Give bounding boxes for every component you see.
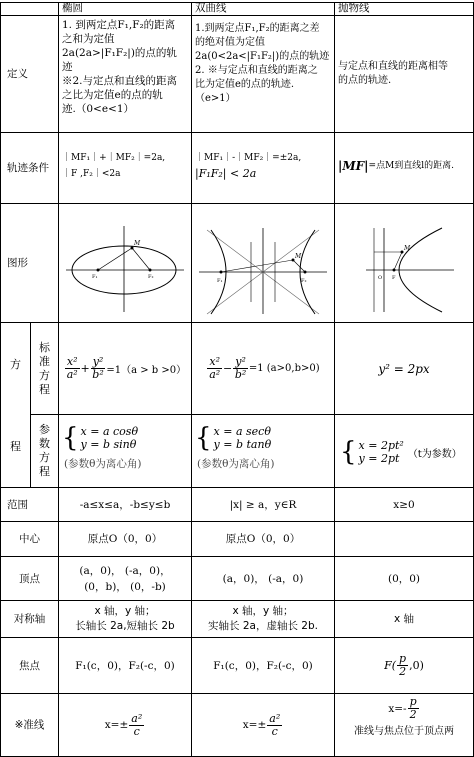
label-m: M [134, 240, 141, 247]
definition-hyperbola [195, 22, 333, 130]
hyperbola-figure [197, 222, 329, 318]
text-line: (0，b)， (0，-b) [84, 580, 166, 593]
text-line: 迹.（0<e<1） [62, 103, 135, 115]
directrix-note: 准线与焦点位于顶点两 [354, 726, 454, 737]
text-line: x 轴，y 轴； [94, 605, 156, 617]
frac-num: a² [131, 711, 143, 725]
text-line: y = b tanθ [213, 438, 272, 451]
text-line: 2a(0<2a<|F₁F₂|)的点的轨迹 [195, 51, 330, 62]
label-f1: F₁ [92, 274, 98, 280]
label-definition: 定义 [7, 68, 28, 80]
eq-tail: =1（a > b >0） [106, 365, 187, 376]
text-line: （e>1） [195, 93, 236, 104]
ellipse-figure [62, 220, 188, 316]
text-vertical: 标准方程 [39, 340, 50, 396]
axis-hyperbola [192, 601, 334, 637]
text-line: 之比为定值e的点的轨 [62, 89, 163, 101]
label-f2: F₂ [148, 274, 154, 280]
text-line: y = 2pt [358, 452, 400, 465]
text-line: 的绝对值为定值 [195, 37, 265, 48]
text-line: =点M到直线l的距离. [368, 161, 455, 171]
label-f2: F₂ [301, 278, 307, 284]
text-line: (a，0)， (-a，0)， [79, 564, 171, 577]
label-center: 中心 [19, 533, 40, 545]
eq-tail: =1 (a>0,b>0) [248, 363, 320, 374]
param-note: （t为参数） [407, 448, 462, 460]
label-figure: 图形 [7, 257, 28, 269]
label-equation [1, 323, 30, 487]
directrix-parabola [335, 696, 473, 756]
text-part: x=± [104, 719, 129, 731]
directrix-hyperbola [192, 694, 334, 756]
label-range: 范围 [7, 498, 28, 511]
frac-num: p [399, 652, 407, 665]
label-o: O [378, 275, 383, 281]
label-trajectory: 轨迹条件 [7, 162, 49, 174]
text-line: 1.到两定点F₁,F₂的距离之差 [195, 23, 320, 34]
text-line: 迹 [62, 61, 73, 73]
label-standard-equation [31, 323, 58, 414]
text-line: 2a(2a>|F₁F₂|)的点的轨 [62, 47, 177, 59]
text-line: 实轴长 2a，虚轴长 2b. [208, 620, 318, 632]
parabola-figure [362, 224, 458, 316]
parametric-ellipse: { x = a cosθ y = b sinθ [62, 425, 139, 453]
text-line: 长轴长 2a,短轴长 2b [75, 620, 175, 632]
frac-den: c [133, 724, 140, 738]
frac-num: p [409, 696, 417, 708]
definition-parabola [338, 60, 472, 100]
text-part: x=- [388, 702, 407, 715]
text-line: 的点的轨迹. [338, 75, 392, 86]
text-char: 方 [10, 358, 21, 371]
text-line: ｜MF₁｜+｜MF₂｜=2a, [62, 153, 166, 163]
parametric-hyperbola: { x = a secθ y = b tanθ [195, 425, 272, 453]
vertex-hyperbola: (a，0)， (-a，0) [222, 572, 304, 585]
range-parabola: x≥0 [393, 498, 415, 511]
definition-ellipse [62, 18, 190, 130]
range-hyperbola: |x| ≥ a，y∈R [229, 498, 297, 511]
text-line: ｜F ,F₂｜<2a [62, 169, 121, 179]
text-part: ,0) [409, 659, 424, 672]
frac-den: 2 [399, 665, 407, 678]
label-f: F [392, 275, 396, 281]
focus-hyperbola: F₁(c，0)，F₂(-c，0) [213, 659, 313, 672]
label-focus: 焦点 [19, 659, 40, 672]
label-vertex: 顶点 [19, 572, 40, 585]
label-axis: 对称轴 [13, 613, 46, 625]
text-line: x = 2pt² [358, 439, 404, 452]
text-line: 之和为定值 [62, 33, 115, 45]
text-line: y = b sinθ [80, 438, 137, 451]
label-m: M [404, 245, 411, 252]
label-f1: F₁ [217, 278, 223, 284]
standard-parabola: y² = 2px [378, 361, 430, 376]
text-line: 与定点和直线的距离相等 [338, 61, 448, 72]
header-hyperbola: 双曲线 [195, 2, 227, 14]
text-line: 1. 到两定点F₁,F₂的距离 [62, 19, 176, 31]
trajectory-ellipse [62, 150, 190, 190]
text-line: ｜MF₁｜-｜MF₂｜=±2a, [195, 153, 302, 163]
standard-ellipse: $\frac{\text{x²}}{\text{a²}}$ + $\frac{\text{y²}}{\text{b²}}$ =1（a > b >0） [66, 355, 187, 381]
text-line: |F₁F₂| < 2a [195, 167, 257, 180]
frac-num: a² [269, 711, 281, 725]
trajectory-parabola [338, 158, 472, 174]
text-line: x = a cosθ [80, 425, 139, 438]
standard-hyperbola: $\frac{\text{x²}}{\text{a²}}$ − $\frac{\text{y²}}{\text{b²}}$ =1 (a>0,b>0) [209, 355, 320, 381]
parametric-hyperbola-note: (参数θ为离心角) [197, 458, 275, 470]
focus-ellipse: F₁(c，0)，F₂(-c，0) [75, 659, 175, 672]
text-vertical: 参数方程 [39, 423, 50, 478]
text-line: x = a secθ [213, 425, 271, 438]
vertex-parabola: (0，0) [387, 572, 421, 585]
axis-ellipse [59, 601, 191, 637]
range-ellipse: -a≤x≤a，-b≤y≤b [79, 498, 171, 511]
trajectory-hyperbola [195, 150, 333, 190]
text-char: 程 [10, 440, 21, 453]
text-part: x=± [242, 719, 267, 731]
label-parametric-equation [31, 415, 58, 487]
directrix-ellipse [59, 694, 191, 756]
frac-den: c [271, 724, 278, 738]
text-part: F( [384, 659, 397, 672]
header-ellipse: 椭圆 [62, 2, 83, 14]
center-hyperbola: 原点O（0，0） [225, 533, 301, 545]
label-directrix: ※准线 [14, 719, 45, 731]
text-line: 比为定值e的点的轨迹. [195, 79, 295, 90]
text-line: ※2.与定点和直线的距离 [62, 75, 178, 87]
text-line: 2. ※与定点和直线的距离之 [195, 65, 318, 76]
center-ellipse: 原点O（0，0） [87, 533, 163, 545]
axis-parabola: x 轴 [393, 613, 415, 625]
parametric-parabola: { x = 2pt² y = 2pt （t为参数） [340, 437, 462, 467]
header-parabola: 抛物线 [338, 2, 370, 14]
frac-den: 2 [409, 708, 417, 721]
label-m: M [295, 253, 302, 260]
focus-parabola [335, 638, 473, 693]
parametric-ellipse-note: (参数θ为离心角) [64, 458, 142, 470]
mf-symbol: |MF| [338, 159, 369, 173]
text-line: x 轴，y 轴； [232, 605, 294, 617]
vertex-ellipse [59, 557, 191, 600]
